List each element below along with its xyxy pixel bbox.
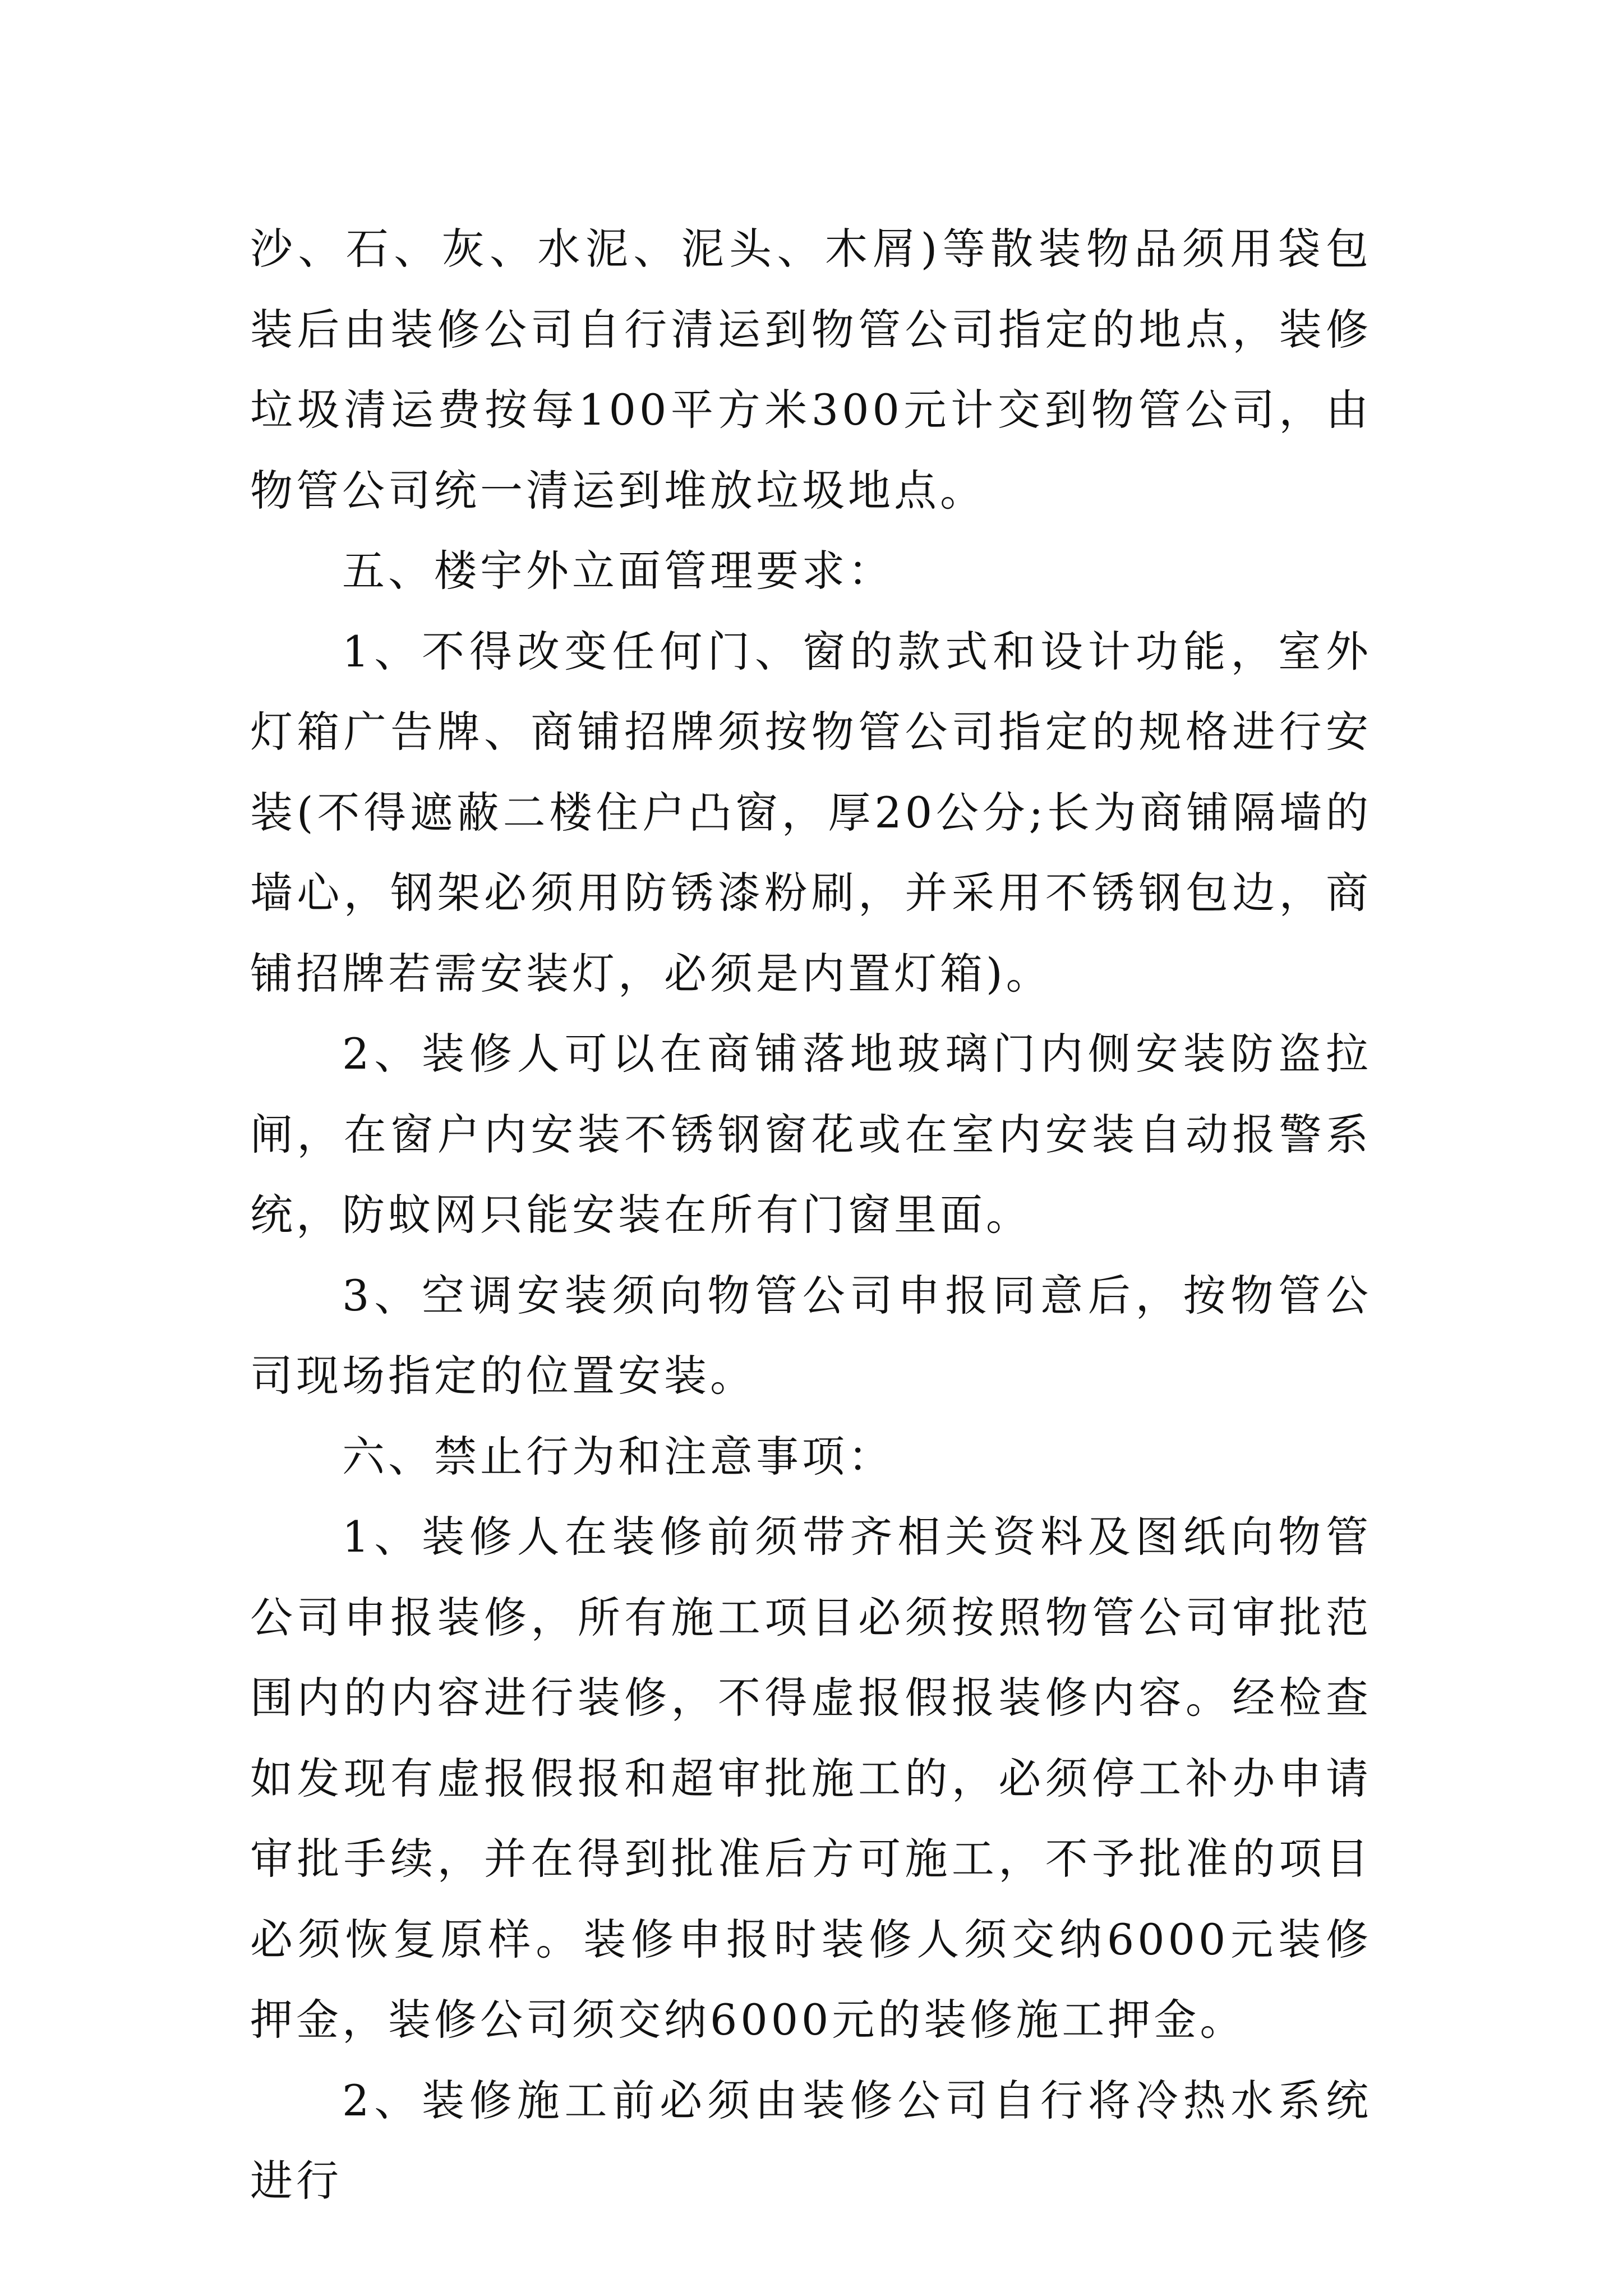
paragraph-prohibitions-2: 2、装修施工前必须由装修公司自行将冷热水系统进行 (250, 2075, 1372, 2206)
paragraph-facade-2: 2、装修人可以在商铺落地玻璃门内侧安装防盗拉闸，在窗户内安装不锈钢窗花或在室内安装自动报警系统，防蚊网只能安装在所有门窗里面。 (250, 1029, 1372, 1240)
section-heading-prohibitions: 六、禁止行为和注意事项： (342, 1431, 894, 1481)
document-body (250, 209, 1372, 2221)
paragraph-prohibitions-1: 1、装修人在装修前须带齐相关资料及图纸向物管公司申报装修，所有施工项目必须按照物管公司审批范围内的内容进行装修，不得虚报假报装修内容。经检查如发现有虚报假报和超审批施工的，必须停工补办申请审批手续，并在得到批准后方可施工，不予批准的项目必须恢复原样。装修申报时装修人须交纳6000元装修押金，装修公司须交纳6000元的装修施工押金。 (250, 1512, 1372, 2045)
paragraph-debris-removal: 沙、石、灰、水泥、泥头、木屑)等散装物品须用袋包装后由装修公司自行清运到物管公司指定的地点，装修垃圾清运费按每100平方米300元计交到物管公司，由物管公司统一清运到堆放垃圾地点。 (250, 224, 1372, 516)
section-heading-facade: 五、楼宇外立面管理要求： (342, 546, 894, 596)
paragraph-facade-3: 3、空调安装须向物管公司申报同意后，按物管公司现场指定的位置安装。 (250, 1270, 1372, 1401)
paragraph-facade-1: 1、不得改变任何门、窗的款式和设计功能，室外灯箱广告牌、商铺招牌须按物管公司指定的规格进行安装(不得遮蔽二楼住户凸窗，厚20公分;长为商铺隔墙的墙心，钢架必须用防锈漆粉刷，并采用不锈钢包边，商铺招牌若需安装灯，必须是内置灯箱)。 (250, 626, 1372, 999)
